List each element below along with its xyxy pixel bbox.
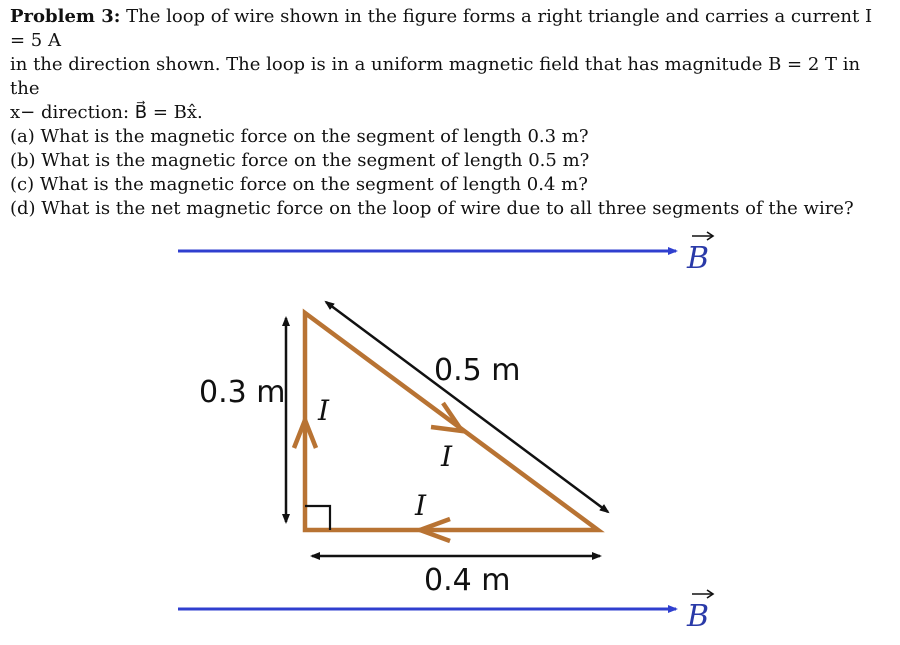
label-vertical-side: 0.3 m [199, 375, 286, 410]
label-horizontal-side: 0.4 m [424, 563, 511, 598]
question-c: (c) What is the magnetic force on the segment of length 0.4 m? [10, 174, 588, 195]
question-b: (b) What is the magnetic force on the segment of length 0.5 m? [10, 150, 590, 171]
svg-text:B: B [687, 241, 710, 276]
problem-text-line-3: x− direction: B⃗ = Bx̂. [10, 102, 203, 123]
question-d: (d) What is the net magnetic force on the loop of wire due to all three segments of the wire? [10, 198, 854, 219]
wire-loop-triangle [305, 313, 598, 530]
current-label-horizontal: I [415, 489, 427, 522]
dimension-arrow-hypotenuse [326, 302, 608, 512]
current-label-vertical: I [318, 394, 330, 427]
problem-text-line-2: in the direction shown. The loop is in a uniform magnetic field that has magnitude B = 2 T in the [10, 54, 861, 99]
right-angle-marker [305, 506, 330, 530]
problem-heading: Problem 3: [10, 6, 121, 27]
field-label-top [686, 232, 713, 276]
question-a: (a) What is the magnetic force on the segment of length 0.3 m? [10, 126, 589, 147]
label-hypotenuse: 0.5 m [434, 353, 521, 388]
current-label-hypotenuse: I [441, 440, 453, 473]
problem-text-line-1: The loop of wire shown in the figure forms a right triangle and carries a current I = 5 A [10, 6, 873, 51]
svg-text:B: B [687, 599, 710, 634]
field-label-bottom [686, 590, 713, 634]
